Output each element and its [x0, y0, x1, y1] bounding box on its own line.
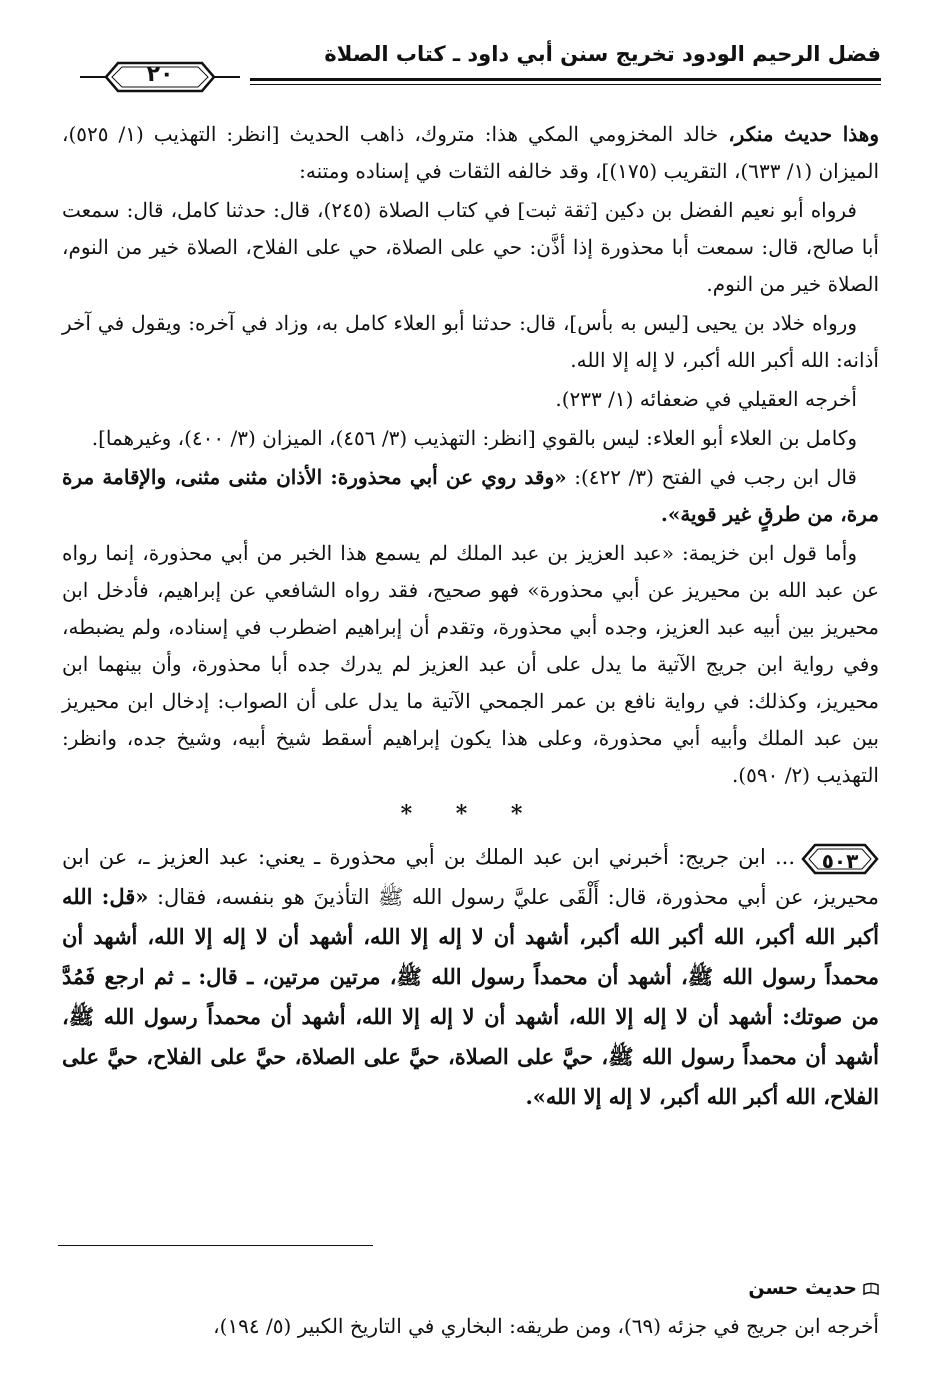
- hadith-grade: حديث حسن: [748, 1277, 857, 1299]
- hadith-matn: «قل: الله أكبر الله أكبر، الله أكبر الله أكبر، أشهد أن لا إله إلا الله، أشهد أن لا إله إلا الله، أشهد أن محمداً رسول الله ﷺ، أشهد أن محمداً رسول الله ﷺ، مرتين مرتين، ـ قال: ـ ثم ارجع فَمُدَّ من صوتك: أشهد أن لا إله إلا الله، أشهد أن لا إله إلا الله، أشهد أن محمداً رسول الله ﷺ، أشهد أن محمداً رسول الله ﷺ، حيَّ على الصلاة، حيَّ على الصلاة، حيَّ على الفلاح، حيَّ على الفلاح، الله أكبر الله أكبر، لا إله إلا الله».: [62, 884, 879, 1109]
- footnote-rule: [58, 1245, 373, 1246]
- page-number-badge: [80, 60, 240, 94]
- section-separator: * * *: [400, 801, 541, 827]
- hadith-number-badge: [801, 843, 879, 875]
- paragraph-text: خالد المخزومي المكي هذا: متروك، ذاهب الحديث [انظر: التهذيب (١/ ٥٢٥)، الميزان (١/ ٦٣٣)، التقريب (١٧٥)]، وقد خالفه الثقات في إسناده ومتنه:: [62, 122, 879, 183]
- paragraph: ورواه خلاد بن يحيى [ليس به بأس]، قال: حدثنا أبو العلاء كامل به، وزاد في آخره: ويقول في آخر أذانه: الله أكبر الله أكبر، لا إله إلا الله.: [62, 311, 879, 372]
- grade-line: [62, 1268, 879, 1307]
- header-rule: [250, 78, 881, 81]
- hadith-text: [62, 837, 879, 1117]
- running-title: فضل الرحيم الودود تخريج سنن أبي داود ـ كتاب الصلاة: [324, 42, 881, 66]
- page-number: ٢٠: [146, 62, 174, 87]
- main-text: [62, 116, 879, 1119]
- paragraph: وكامل بن العلاء أبو العلاء: ليس بالقوي [انظر: التهذيب (٣/ ٤٥٦)، الميزان (٣/ ٤٠٠)، وغيرهما].: [91, 426, 857, 450]
- quote-bold: «وقد روي عن أبي محذورة: الأذان مثنى مثنى، والإقامة مرة مرة، من طرقٍ غير قوية».: [62, 465, 879, 526]
- header-rule-thin: [250, 84, 881, 85]
- paragraph: [62, 459, 879, 533]
- paragraph-lead: وهذا حديث منكر،: [728, 122, 879, 146]
- paragraph: أخرجه العقيلي في ضعفائه (١/ ٢٣٣).: [555, 387, 857, 411]
- paragraph: فرواه أبو نعيم الفضل بن دكين [ثقة ثبت] في كتاب الصلاة (٢٤٥)، قال: حدثنا كامل، قال: سمعت أبا صالح، قال: سمعت أبا محذورة إذا أذَّن: حي على الصلاة، حي على الفلاح، الصلاة خير من النوم، الصلاة خير من النوم.: [62, 198, 879, 296]
- footnote-text: أخرجه ابن جريج في جزئه (٦٩)، ومن طريقه: البخاري في التاريخ الكبير (٥/ ١٩٤)،: [213, 1314, 879, 1338]
- paragraph-text: قال ابن رجب في الفتح (٣/ ٤٢٢):: [566, 465, 857, 489]
- hadith-intro: ... ابن جريج: أخبرني ابن عبد الملك بن أبي محذورة ـ يعني: عبد العزيز ـ، عن ابن محيريز، عن أبي محذورة، قال: أَلْقَى عليَّ رسول الله ﷺ التأذينَ هو بنفسه، فقال:: [62, 845, 879, 909]
- paragraph: [62, 116, 879, 190]
- paragraph: وأما قول ابن خزيمة: «عبد العزيز بن عبد الملك لم يسمع هذا الخبر من أبي محذورة، إنما رواه عن عبد الله بن محيريز عن أبي محذورة» فهو صحيح، فقد رواه الشافعي عن إبراهيم، فأدخل ابن محيريز بين أبيه عبد العزيز، وجده أبي محذورة، وتقدم أن إبراهيم اضطرب في إسناده، ولم يضبطه، وفي رواية ابن جريج الآتية ما يدل على أن عبد العزيز لم يدرك جده أبا محذورة، وأن بينهما ابن محيريز، وكذلك: في رواية نافع بن عمر الجمحي الآتية ما يدل على أن الصواب: إدخال ابن محيريز بين عبد الملك وأبيه أبي محذورة، وعلى هذا يكون إبراهيم أسقط شيخ أبيه، وشيخ جده، وانظر: التهذيب (٢/ ٥٩٠).: [62, 541, 879, 787]
- page-header: [80, 38, 881, 98]
- hadith-number: ٥٠٣: [821, 848, 859, 873]
- footnote: [62, 1268, 879, 1345]
- hadith-block: [62, 837, 879, 1117]
- book-icon: [863, 1282, 879, 1296]
